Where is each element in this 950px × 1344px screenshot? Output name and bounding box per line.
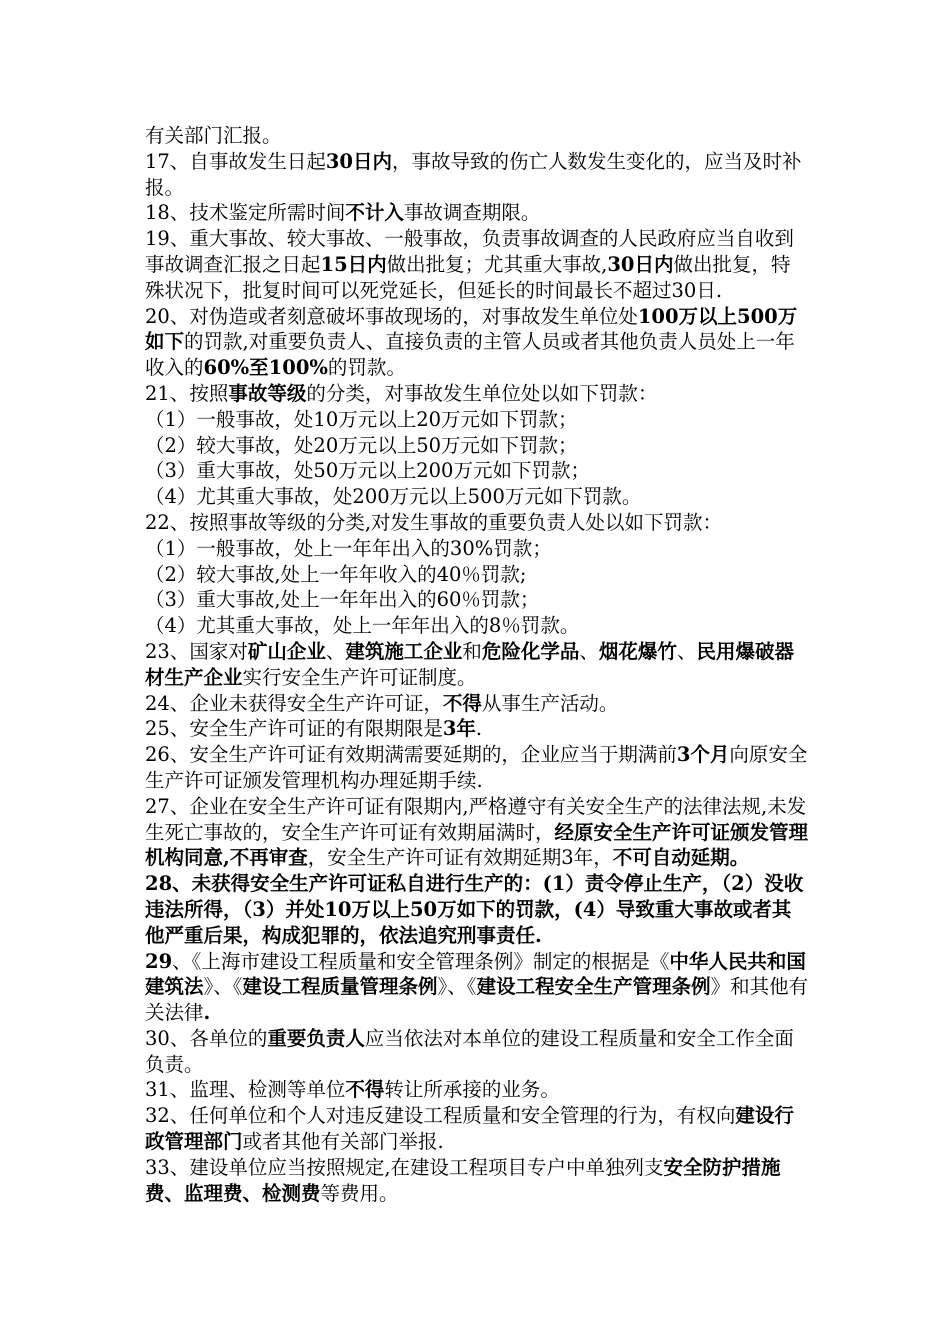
bold-text-run: 不可自动延期。 xyxy=(612,846,750,870)
paragraph xyxy=(145,407,809,433)
text-run: 30、各单位的 xyxy=(145,1026,268,1050)
text-run: （1）一般事故，处上一年年出入的30%罚款； xyxy=(145,536,552,560)
paragraph xyxy=(145,742,809,794)
text-run: 应当依法对本单位的建设工程质量和安全工作全面负责。 xyxy=(145,1026,794,1076)
paragraph xyxy=(145,1077,809,1103)
paragraph xyxy=(145,433,809,459)
text-run: （1）一般事故，处10万元以上20万元如下罚款； xyxy=(145,407,578,431)
paragraph xyxy=(145,536,809,562)
text-run: 的分类，对事故发生单位处以如下罚款： xyxy=(306,381,658,405)
text-run: 有关部门汇报。 xyxy=(145,124,282,147)
text-run: 等费用。 xyxy=(320,1181,399,1205)
text-run: 做出批复，特殊状况下，批复时间可以死党延长，但延长的时间最长不超过30日. xyxy=(145,252,791,302)
bold-text-run: 15日内 xyxy=(320,252,387,276)
bold-text-run: 安全防护措施费、监理费、检测费 xyxy=(145,1155,781,1205)
text-run: （3）重大事故,处上一年年出入的60％罚款； xyxy=(145,588,540,612)
bold-text-run: 经原安全生产许可证颁发管理机构同意,不再审查 xyxy=(145,820,809,870)
bold-text-run: 民用爆破器材生产企业 xyxy=(145,639,794,689)
text-run: 》、《 xyxy=(203,975,243,999)
text-run: 24、企业未获得安全生产许可证， xyxy=(145,691,443,715)
paragraph xyxy=(145,510,809,536)
text-run: 的罚款。 xyxy=(327,356,406,380)
paragraph xyxy=(145,716,809,742)
text-run: 》、《 xyxy=(437,975,477,999)
text-run: 和 xyxy=(462,639,482,663)
paragraph xyxy=(145,484,809,510)
bold-text-run: 不得 xyxy=(442,691,482,715)
bold-text-run: 中华人民共和国建筑法 xyxy=(145,949,806,999)
paragraph xyxy=(145,226,809,303)
bold-text-run: 60%至100% xyxy=(203,356,328,380)
paragraph xyxy=(145,149,809,201)
text-run: 、 xyxy=(676,639,697,663)
text-run: 、《上海市建设工程质量和安全管理条例》制定的根据是《 xyxy=(172,949,670,973)
text-run: （2）较大事故，处20万元以上50万元如下罚款； xyxy=(145,433,578,457)
paragraph xyxy=(145,794,809,871)
bold-text-run: . xyxy=(203,1001,211,1025)
paragraph xyxy=(145,587,809,613)
bold-text-run: 3个月 xyxy=(676,743,730,767)
text-run: 26、安全生产许可证有效期满需要延期的，企业应当于期满前 xyxy=(145,743,677,767)
text-run: 27、企业在安全生产许可证有限期内,严格遵守有关安全生产的法律法规,未发生死亡事故的，安全生产许可证有效期届满时， xyxy=(145,794,807,844)
paragraph xyxy=(145,1103,809,1155)
text-run: （4）尤其重大事故，处200万元以上500万元如下罚款。 xyxy=(145,485,642,509)
bold-text-run: 建设行政管理部门 xyxy=(145,1104,794,1154)
bold-text-run: 30日内 xyxy=(325,149,392,173)
text-run: 23、国家对 xyxy=(145,639,248,663)
text-run: 的罚款,对重要负责人、直接负责的主管人员或者其他负责人员处上一年收入的 xyxy=(145,330,795,380)
text-run: 21、按照 xyxy=(145,381,229,405)
text-run: 做出批复；尤其重大事故, xyxy=(386,252,608,276)
bold-text-run: 不计入 xyxy=(345,201,404,225)
text-run: 22、按照事故等级的分类,对发生事故的重要负责人处以如下罚款： xyxy=(145,510,723,534)
paragraph xyxy=(145,562,809,588)
document-body xyxy=(145,123,809,1206)
text-run: ，安全生产许可证有效期延期3年， xyxy=(307,846,613,870)
text-run: （2）较大事故,处上一年年收入的40％罚款; xyxy=(145,562,527,586)
text-run: 事故调查期限。 xyxy=(403,201,541,225)
paragraph xyxy=(145,200,809,226)
text-run: 17、自事故发生日起 xyxy=(145,149,326,173)
paragraph xyxy=(145,639,809,691)
text-run: 19、重大事故、较大事故、一般事故，负责事故调查的人民政府应当自收到事故调查汇报之日起 xyxy=(145,227,794,276)
paragraph xyxy=(145,871,809,948)
text-run: 、 xyxy=(325,639,346,663)
bold-text-run: 事故等级 xyxy=(228,381,307,405)
bold-text-run: 重要负责人 xyxy=(267,1026,365,1050)
bold-text-run: 危险化学品 xyxy=(481,639,580,663)
text-run: 18、技术鉴定所需时间 xyxy=(145,201,346,225)
text-run: 31、监理、检测等单位 xyxy=(145,1078,346,1102)
bold-text-run: 不得 xyxy=(345,1078,385,1102)
bold-text-run: 28、未获得安全生产许可证私自进行生产的：(1）责令停止生产，（2）没收违法所得，（3）并处10万以上50万如下的罚款，(4）导致重大事故或者其他严重后果，构成犯罪的，依法追究刑事责任. xyxy=(145,872,804,947)
text-run: . xyxy=(475,717,483,741)
text-run: 32、任何单位和个人对违反建设工程质量和安全管理的行为，有权向 xyxy=(145,1104,736,1128)
text-run: 25、安全生产许可证的有限期限是 xyxy=(145,717,443,741)
text-run: 实行安全生产许可证制度。 xyxy=(242,665,477,689)
paragraph xyxy=(145,381,809,407)
paragraph xyxy=(145,613,809,639)
bold-text-run: 100万以上500万如下 xyxy=(145,304,798,354)
bold-text-run: 30日内 xyxy=(607,252,674,276)
paragraph xyxy=(145,1155,809,1207)
text-run: （3）重大事故，处50万元以上200万元如下罚款； xyxy=(145,459,590,483)
text-run: 、 xyxy=(579,639,599,663)
paragraph xyxy=(145,949,809,1026)
paragraph xyxy=(145,304,809,381)
bold-text-run: 建设工程安全生产管理条例 xyxy=(476,975,711,999)
bold-text-run: 烟花爆竹 xyxy=(598,639,677,663)
bold-text-run: 29 xyxy=(145,949,173,973)
text-run: （4）尤其重大事故，处上一年年出入的8％罚款。 xyxy=(145,614,580,638)
bold-text-run: 建筑施工企业 xyxy=(345,639,463,663)
text-run: 向原安全生产许可证颁发管理机构办理延期手续. xyxy=(145,743,808,792)
paragraph xyxy=(145,123,809,149)
text-run: 转让所承接的业务。 xyxy=(384,1078,560,1102)
bold-text-run: 建设工程质量管理条例 xyxy=(242,975,438,999)
text-run: 20、对伪造或者刻意破坏事故现场的，对事故发生单位处 xyxy=(145,304,638,328)
paragraph xyxy=(145,1026,809,1078)
text-run: 33、建设单位应当按照规定,在建设工程项目专户中单独列支 xyxy=(145,1155,664,1179)
bold-text-run: 矿山企业 xyxy=(247,639,326,663)
text-run: 》和其他有关法律 xyxy=(145,975,809,1025)
bold-text-run: 3年 xyxy=(442,717,476,741)
text-run: 或者其他有关部门举报. xyxy=(242,1130,444,1154)
text-run: 从事生产活动。 xyxy=(481,691,619,715)
paragraph xyxy=(145,691,809,717)
text-run: ，事故导致的伤亡人数发生变化的，应当及时补报。 xyxy=(145,149,802,199)
paragraph xyxy=(145,458,809,484)
